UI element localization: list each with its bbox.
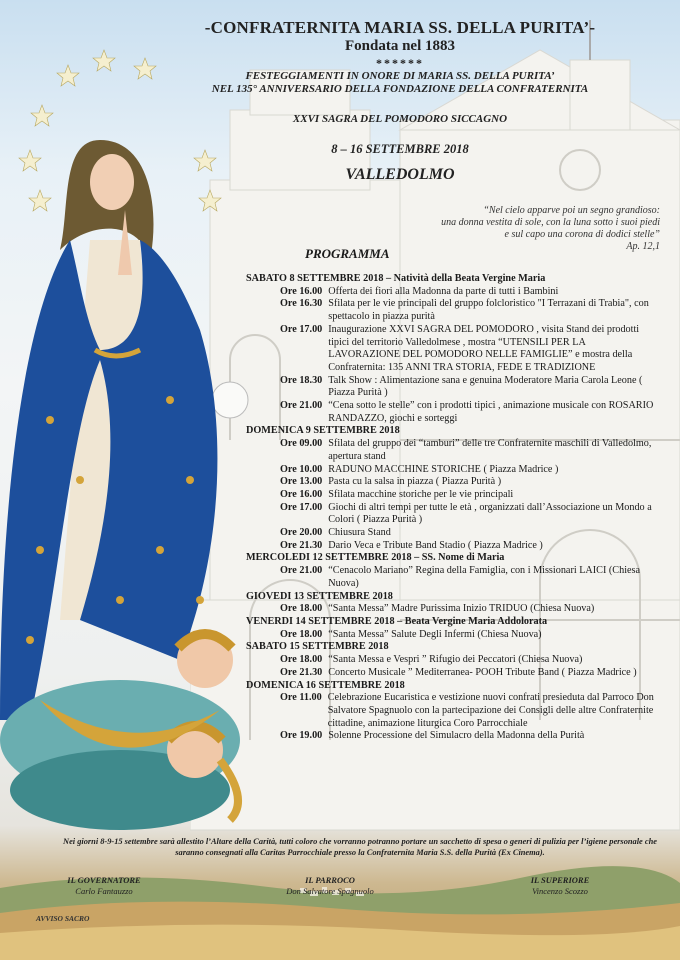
event-time: Ore 21.00 [280, 565, 323, 577]
program-event [246, 324, 658, 375]
program-event [246, 476, 658, 489]
program-event [246, 502, 658, 527]
program-event [246, 489, 658, 502]
signature-parroco [240, 875, 420, 897]
festivities-heading [120, 70, 680, 96]
event-time: Ore 11.00 [280, 692, 322, 704]
event-description: “Santa Messa e Vespri ” Rifugio dei Peccatori (Chiesa Nuova) [328, 654, 583, 666]
event-time: Ore 21.00 [280, 400, 323, 412]
quote-reference: Ap. 12,1 [626, 241, 660, 252]
event-time: Ore 20.00 [280, 527, 323, 539]
festivities-line-1: FESTEGGIAMENTI IN ONORE DI MARIA SS. DELLA PURITA’ [245, 70, 555, 82]
event-description: Offerta dei fiori alla Madonna da parte di tutti i Bambini [328, 285, 559, 297]
signature-role: IL SUPERIORE [530, 875, 590, 885]
landscape-image [0, 858, 680, 960]
event-time: Ore 10.00 [280, 463, 323, 475]
program-event [246, 527, 658, 540]
signature-governatore [14, 875, 194, 897]
event-time: Ore 21.30 [280, 539, 323, 551]
program-event [246, 667, 658, 680]
program-event [246, 438, 658, 463]
signature-name: Don Salvatore Spagnuolo [286, 886, 374, 896]
event-time: Ore 16.00 [280, 488, 323, 500]
program-day-title: SABATO 15 SETTEMBRE 2018 [246, 641, 389, 653]
signature-role: IL PARROCO [305, 875, 355, 885]
event-description: Chiusura Stand [328, 527, 391, 539]
event-description: Sfilata macchine storiche per le vie principali [328, 488, 514, 500]
program-list [246, 273, 658, 743]
signature-name: Vincenzo Scozzo [532, 886, 588, 896]
event-time: Ore 17.00 [280, 323, 323, 335]
program-day-title: GIOVEDI 13 SETTEMBRE 2018 [246, 590, 393, 602]
event-description: Dario Veca e Tribute Band Stadio ( Piazza Madrice ) [328, 539, 543, 551]
event-time: Ore 18.30 [280, 374, 323, 386]
charity-note: Nei giorni 8-9-15 settembre sarà allestito l’Altare della Carità, tutti coloro che vorranno potranno portare un sacchetto di spesa o generi di pulizia per l’igiene personale che saranno consegnati alla Caritas Parrocchiale presso la Confraternita Maria S.S. della Purità (Ex Cinema). [63, 837, 657, 857]
program-event [246, 654, 658, 667]
signature-superiore [470, 875, 650, 897]
event-time: Ore 13.00 [280, 476, 323, 488]
program-event [246, 692, 658, 730]
program-day-title: DOMENICA 9 SETTEMBRE 2018 [246, 425, 400, 437]
program-event [246, 540, 658, 553]
program-event [246, 298, 658, 323]
program-event [246, 464, 658, 477]
quote-line-2: una donna vestita di sole, con la luna sotto i suoi piedi [441, 217, 660, 228]
event-description: “Santa Messa” Salute Degli Infermi (Chiesa Nuova) [328, 628, 542, 640]
event-description: “Cena sotto le stelle” con i prodotti tipici , animazione musicale con ROSARIO RANDAZZO, giochi e sorteggi [328, 400, 654, 424]
festivities-line-2: NEL 135° ANNIVERSARIO DELLA FONDAZIONE DELLA CONFRATERNITA [211, 83, 589, 95]
event-description: Sfilata del gruppo dei “tamburi” delle tre Confraternite maschili di Valledolmo, apertura stand [328, 438, 652, 462]
event-description: RADUNO MACCHINE STORICHE ( Piazza Madrice ) [328, 463, 559, 475]
signature-name: Carlo Fantauzzo [75, 886, 133, 896]
stars-separator: ****** [376, 56, 424, 70]
program-day-title: VENERDI 14 SETTEMBRE 2018 – Beata Vergine Maria Addolorata [246, 615, 548, 627]
madonna-statue-image [0, 100, 260, 840]
event-time: Ore 18.00 [280, 628, 323, 640]
confraternity-title: -CONFRATERNITA MARIA SS. DELLA PURITA’- [204, 18, 596, 37]
event-description: Inaugurazione XXVI SAGRA DEL POMODORO , visita Stand dei prodotti tipici del territorio Valledolmese , mostra “UTENSILI PER LA LAVORAZIONE DEL POMODORO NELLE FAMIGLIE” e mostra della Confraternita: 135 ANNI TRA STORIA, FEDE E TRADIZIONE [328, 323, 640, 373]
founded-line: Fondata nel 1883 [344, 38, 455, 54]
event-description: Pasta cu la salsa in piazza ( Piazza Purità ) [328, 476, 502, 488]
program-event [246, 730, 658, 743]
event-description: “Cenacolo Mariano” Regina della Famiglia, con i Missionari LAICI (Chiesa Nuova) [328, 565, 641, 589]
program-day-title: DOMENICA 16 SETTEMBRE 2018 [246, 679, 405, 691]
event-dates: 8 – 16 SETTEMBRE 2018 [331, 142, 469, 156]
event-description: Concerto Musicale ” Mediterranea- POOH Tribute Band ( Piazza Madrice ) [328, 666, 637, 678]
avviso-label: AVVISO SACRO [36, 914, 90, 923]
event-time: Ore 18.00 [280, 654, 323, 666]
event-description: Sfilata per le vie principali del gruppo folcloristico "I Terrazani di Trabia", con spettacolo in piazza purità [328, 298, 649, 323]
event-time: Ore 17.00 [280, 501, 323, 513]
program-day-title: SABATO 8 SETTEMBRE 2018 – Natività della Beata Vergine Maria [246, 273, 546, 284]
event-time: Ore 16.00 [280, 285, 323, 297]
event-description: Talk Show : Alimentazione sana e genuina Moderatore Maria Carola Leone ( Piazza Purità ) [328, 374, 643, 399]
program-event [246, 629, 658, 642]
event-time: Ore 21.30 [280, 666, 323, 678]
event-time: Ore 18.00 [280, 603, 323, 615]
event-description: Celebrazione Eucaristica e vestizione nuovi confrati presieduta dal Parroco Don Salvatore Spagnuolo con la partecipazione dei Consigli delle altre Confraternite cittadine, animazione liturgica Coro Parrocchiale [327, 692, 654, 729]
event-description: “Santa Messa” Madre Purissima Inizio TRIDUO (Chiesa Nuova) [328, 603, 595, 615]
quote-line-1: “Nel cielo apparve poi un segno grandioso: [483, 205, 660, 216]
event-time: Ore 19.00 [280, 730, 323, 742]
event-description: Solenne Processione del Simulacro della Madonna della Purità [328, 730, 585, 742]
event-description: Giochi di altri tempi per tutte le età , organizzati dall’Associazione un Mondo a Colori ( Piazza Purità ) [328, 501, 652, 526]
town-name: VALLEDOLMO [345, 166, 455, 183]
program-event [246, 565, 658, 590]
program-event [246, 286, 658, 299]
program-event [246, 400, 658, 425]
program-event [246, 375, 658, 400]
program-event [246, 603, 658, 616]
sagra-title: XXVI SAGRA DEL POMODORO SICCAGNO [292, 113, 508, 125]
signature-role: IL GOVERNATORE [67, 875, 141, 885]
programma-title: PROGRAMMA [305, 246, 390, 261]
event-time: Ore 16.30 [280, 298, 323, 310]
event-time: Ore 09.00 [280, 438, 323, 450]
program-day-title: MERCOLEDI 12 SETTEMBRE 2018 – SS. Nome di Maria [246, 552, 505, 564]
quote-line-3: e sul capo una corona di dodici stelle” [504, 229, 660, 240]
